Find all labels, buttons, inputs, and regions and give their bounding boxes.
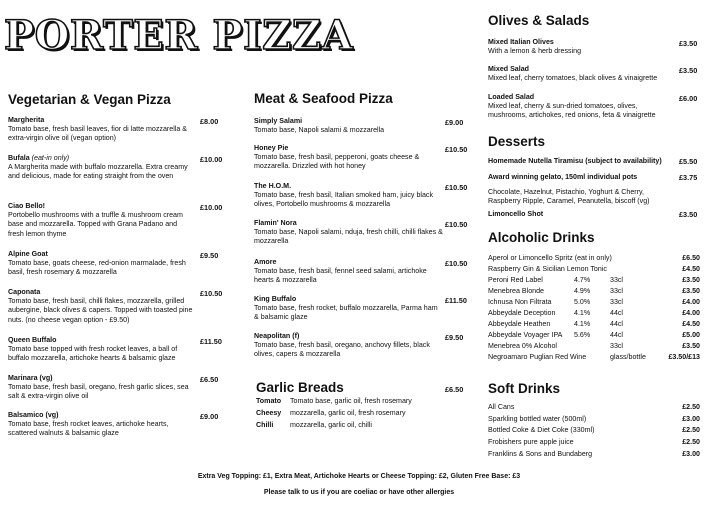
menu-item [8, 202, 193, 239]
desserts-heading: Desserts [488, 134, 546, 149]
drink-abv: 4.7% [574, 276, 591, 284]
logo: PORTER PIZZA [4, 12, 354, 59]
olives-heading: Olives & Salads [488, 13, 590, 28]
drink-volume: 44cl [610, 309, 624, 317]
drink-price: £3.50/£13 [668, 353, 700, 361]
drink-abv: 4.9% [574, 287, 591, 295]
drink-volume: glass/bottle [610, 353, 646, 361]
drink-name: Negroamaro Puglian Red Wine [488, 353, 587, 361]
drink-price: £3.00 [682, 449, 700, 458]
drink-volume: 33cl [610, 287, 624, 295]
drink-name: Sparkling bottled water (500ml) [488, 414, 587, 423]
item-name: Simply Salami [254, 117, 303, 125]
drink-name: Frobishers pure apple juice [488, 438, 574, 447]
item-desc: Tomato base, fresh basil, oregano, anchovy fillets, black olives, capers & mozzarella [254, 341, 430, 359]
item-price: £11.50 [200, 337, 222, 346]
item-name: King Buffalo [254, 295, 297, 303]
item-desc: Tomato base, fresh basil, oregano, fresh garlic slices, sea salt & extra-virgin olive oil [8, 383, 189, 401]
drink-name: Abbeydale Deception [488, 309, 556, 317]
menu-item [254, 295, 444, 323]
item-desc: Tomato base, fresh basil, pepperoni, goats cheese & mozzarella. Drizzled with hot honey [254, 153, 420, 171]
item-price: £3.50 [679, 66, 698, 75]
item-desc: Tomato base, fresh basil, fennel seed salami, artichoke hearts & mozzarella [254, 267, 427, 285]
item-desc: Tomato base topped with fresh rocket leaves, a ball of buffalo mozzarella, artichoke hearts & balsamic glaze [8, 345, 178, 363]
item-price: £3.75 [679, 173, 698, 182]
drink-volume: 33cl [610, 342, 624, 350]
item-desc: With a lemon & herb dressing [488, 47, 582, 56]
item-name: Amore [254, 258, 277, 266]
drink-name: Aperol or Limoncello Spritz (eat in only) [488, 254, 612, 262]
item-desc: Tomato base, fresh rocket, buffalo mozzarella, Parma ham & balsamic glaze [254, 304, 438, 322]
item-price: £9.00 [445, 118, 464, 127]
item-price: £3.50 [679, 39, 698, 48]
item-price: £10.00 [200, 203, 223, 212]
item-name: Queen Buffalo [8, 336, 57, 344]
item-price: £9.50 [200, 251, 219, 260]
alcoholic-heading: Alcoholic Drinks [488, 230, 595, 245]
menu-item [8, 116, 193, 144]
item-price: £9.50 [445, 333, 464, 342]
item-name: Flamin' Nora [254, 219, 297, 227]
drink-price: £2.50 [682, 438, 700, 447]
drink-volume: 44cl [610, 320, 624, 328]
item-desc: Tomato base, goats cheese, red-onion marmalade, fresh basil, fresh rosemary & mozzarella [8, 259, 186, 277]
item-name: Loaded Salad [488, 93, 535, 101]
drink-name: Abbeydale Voyager IPA [488, 331, 563, 339]
drink-price: £2.50 [682, 426, 700, 435]
item-name: Bufala [8, 154, 30, 162]
item-desc: Tomato base, fresh basil, Italian smoked ham, juicy black olives, Portobello mushrooms & mozzarella [254, 191, 434, 209]
item-name: Ciao Bello! [8, 202, 46, 210]
drink-abv: 4.1% [574, 320, 591, 328]
item-note: (eat-in only) [31, 154, 70, 162]
drink-name: Menebrea Blonde [488, 287, 545, 295]
item-name: Cheesy [256, 409, 282, 417]
item-desc: Tomato base, fresh basil, chilli flakes, mozzarella, grilled aubergine, black olives & capers. Topped with toasted pine nuts. (no cheese vegan option - £9.50) [8, 297, 193, 324]
item-price: £8.00 [200, 117, 219, 126]
item-desc: Tomato base, fresh basil leaves, fior di latte mozzarella & extra-virgin olive oil (vegan option) [8, 125, 188, 143]
item-desc: Portobello mushrooms with a truffle & mushroom cream base and mozzarella. Topped with Grana Padano and fresh lemon thyme [8, 211, 183, 238]
item-desc: Tomato base, garlic oil, fresh rosemary [290, 397, 412, 405]
menu-item [488, 65, 673, 83]
item-name: Marinara (vg) [8, 374, 53, 382]
menu-item [8, 374, 193, 402]
item-desc: Mixed leaf, cherry tomatoes, black olives & vinaigrette [488, 74, 658, 83]
item-name: Neapolitan (f) [254, 332, 300, 340]
drink-price: £3.50 [682, 342, 700, 350]
item-name: Balsamico (vg) [8, 411, 59, 419]
item-name: The H.O.M. [254, 182, 292, 190]
drink-abv: 5.6% [574, 331, 591, 339]
item-price: £9.00 [200, 412, 219, 421]
item-name: Margherita [8, 116, 45, 124]
dessert-limoncello: Limoncello Shot [488, 210, 544, 218]
item-name: Mixed Italian Olives [488, 38, 554, 46]
menu-item [488, 93, 673, 121]
drink-price: £5.00 [682, 331, 700, 339]
item-name: Chilli [256, 421, 274, 429]
drink-price: £3.00 [682, 414, 700, 423]
drink-name: Bottled Coke & Diet Coke (330ml) [488, 426, 595, 435]
item-price: £10.50 [445, 183, 468, 192]
drink-volume: 33cl [610, 276, 624, 284]
drink-volume: 44cl [610, 331, 624, 339]
drink-price: £3.50 [682, 287, 700, 295]
menu-item [254, 258, 444, 286]
menu-item [488, 38, 673, 56]
item-price: £10.50 [445, 145, 468, 154]
drink-price: £3.50 [682, 276, 700, 284]
menu-item [254, 332, 444, 360]
item-desc: Tomato base, fresh rocket leaves, artichoke hearts, scattered walnuts & balsamic glaze [8, 420, 169, 438]
item-price: £10.50 [200, 289, 223, 298]
item-name: Caponata [8, 288, 41, 296]
item-price: £6.50 [200, 375, 219, 384]
menu-item [8, 154, 193, 182]
extras-note: Extra Veg Topping: £1, Extra Meat, Artichoke Hearts or Cheese Topping: £2, Gluten Free Base: £3 [197, 473, 521, 480]
soft-heading: Soft Drinks [488, 381, 561, 396]
drink-name: Raspberry Gin & Sicilian Lemon Tonic [488, 265, 607, 273]
item-price: £3.50 [679, 210, 698, 219]
dessert-gelato: Award winning gelato, 150ml individual pots [488, 173, 638, 181]
item-name: Honey Pie [254, 144, 289, 152]
drink-price: £4.00 [682, 298, 700, 306]
drink-name: Abbeydale Heathen [488, 320, 551, 328]
menu-item [254, 182, 444, 210]
gelato-flavours: Chocolate, Hazelnut, Pistachio, Yoghurt & Cherry, Raspberry Ripple, Caramel, Peanutella, biscoff (vg) [488, 188, 650, 206]
drink-price: £4.00 [682, 309, 700, 317]
item-price: £10.00 [200, 155, 223, 164]
menu-item [254, 144, 444, 172]
item-name: Tomato [256, 397, 282, 405]
item-price: £11.50 [445, 296, 467, 305]
item-desc: mozzarella, garlic oil, chilli [290, 421, 372, 429]
drink-name: Ichnusa Non Filtrata [488, 298, 552, 306]
drink-name: Menebrea 0% Alcohol [488, 342, 558, 350]
garlic-price: £6.50 [445, 385, 464, 394]
item-desc: Tomato base, Napoli salami & mozzarella [254, 126, 385, 135]
menu-item [8, 336, 195, 364]
veg-heading: Vegetarian & Vegan Pizza [8, 92, 171, 107]
drink-volume: 33cl [610, 298, 624, 306]
garlic-heading: Garlic Breads [256, 380, 344, 395]
item-desc: mozzarella, garlic oil, fresh rosemary [290, 409, 406, 417]
item-price: £10.50 [445, 259, 468, 268]
item-desc: Tomato base, Napoli salami, nduja, fresh chilli, chilli flakes & mozzarella [254, 228, 443, 246]
item-price: £10.50 [445, 220, 468, 229]
meat-heading: Meat & Seafood Pizza [254, 91, 393, 106]
drink-abv: 5.0% [574, 298, 591, 306]
drink-abv: 4.1% [574, 309, 591, 317]
drink-price: £2.50 [682, 403, 700, 411]
item-desc: Mixed leaf, cherry & sun-dried tomatoes, olives, mushrooms, artichokes, red onions, feta & vinaigrette [488, 102, 656, 120]
item-price: £6.00 [679, 94, 698, 103]
menu-item [254, 117, 444, 135]
drink-price: £4.50 [682, 265, 700, 273]
allergy-note: Please talk to us if you are coeliac or have other allergies [263, 489, 455, 496]
item-name: Alpine Goat [8, 250, 48, 258]
dessert-tiramisu: Homemade Nutella Tiramisu (subject to availability) [488, 157, 662, 165]
menu-item [8, 411, 193, 439]
item-price: £5.50 [679, 157, 698, 166]
drink-name: Franklins & Sons and Bundaberg [488, 449, 593, 458]
item-name: Mixed Salad [488, 65, 530, 73]
menu-item [8, 288, 195, 325]
menu-item [8, 250, 193, 278]
drink-name: Peroni Red Label [488, 276, 543, 284]
drink-price: £6.50 [682, 254, 700, 262]
menu-item [254, 219, 444, 247]
item-desc: A Margherita made with buffalo mozzarella. Extra creamy and delicious, made for eating straight from the oven [8, 163, 188, 181]
drink-price: £4.50 [682, 320, 700, 328]
drink-name: All Cans [488, 403, 515, 411]
